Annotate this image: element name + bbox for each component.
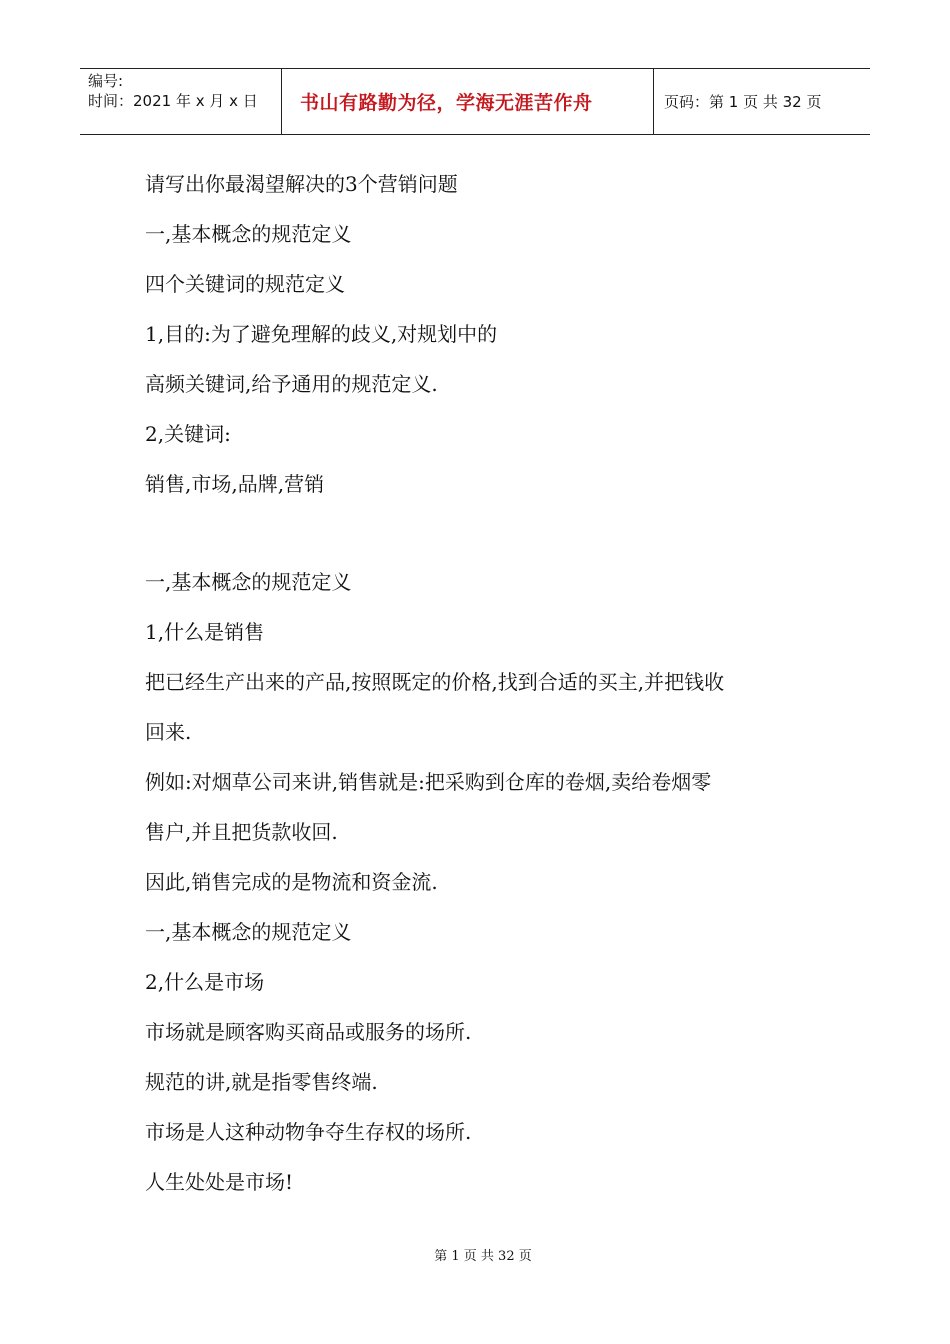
body-line: 请写出你最渴望解决的3个营销问题 xyxy=(145,172,458,196)
section-heading: 一,基本概念的规范定义 xyxy=(145,570,352,594)
header-meta-cell xyxy=(80,69,282,134)
body-line: 规范的讲,就是指零售终端. xyxy=(145,1070,378,1094)
body-line: 人生处处是市场! xyxy=(145,1170,294,1194)
date-label: 时间：2021 年 x 月 x 日 xyxy=(88,92,258,110)
document-header xyxy=(80,68,870,135)
body-line: 1,什么是销售 xyxy=(145,620,265,644)
section-heading: 一,基本概念的规范定义 xyxy=(145,222,352,246)
section-heading: 一,基本概念的规范定义 xyxy=(145,920,352,944)
body-line: 销售,市场,品牌,营销 xyxy=(145,472,325,496)
page-footer xyxy=(0,1245,950,1264)
header-motto-cell xyxy=(282,69,654,134)
serial-number-label: 编号: xyxy=(88,72,124,90)
body-line: 2,关键词: xyxy=(145,422,231,446)
header-page-cell xyxy=(654,69,870,134)
motto-text: 书山有路勤为径，学海无涯苦作舟 xyxy=(300,92,593,114)
body-line: 四个关键词的规范定义 xyxy=(145,272,345,296)
body-line: 把已经生产出来的产品,按照既定的价格,找到合适的买主,并把钱收 xyxy=(145,670,725,694)
body-line: 回来. xyxy=(145,720,192,744)
page-info-label: 页码：第 1 页 共 32 页 xyxy=(664,93,822,111)
body-line: 例如:对烟草公司来讲,销售就是:把采购到仓库的卷烟,卖给卷烟零 xyxy=(145,770,712,794)
body-line: 2,什么是市场 xyxy=(145,970,265,994)
body-line: 因此,销售完成的是物流和资金流. xyxy=(145,870,438,894)
body-line: 市场是人这种动物争夺生存权的场所. xyxy=(145,1120,472,1144)
body-line: 售户,并且把货款收回. xyxy=(145,820,338,844)
footer-page-number: 第 1 页 共 32 页 xyxy=(434,1249,532,1264)
body-line: 市场就是顾客购买商品或服务的场所. xyxy=(145,1020,472,1044)
body-line: 高频关键词,给予通用的规范定义. xyxy=(145,372,438,396)
body-line: 1,目的:为了避免理解的歧义,对规划中的 xyxy=(145,322,498,346)
